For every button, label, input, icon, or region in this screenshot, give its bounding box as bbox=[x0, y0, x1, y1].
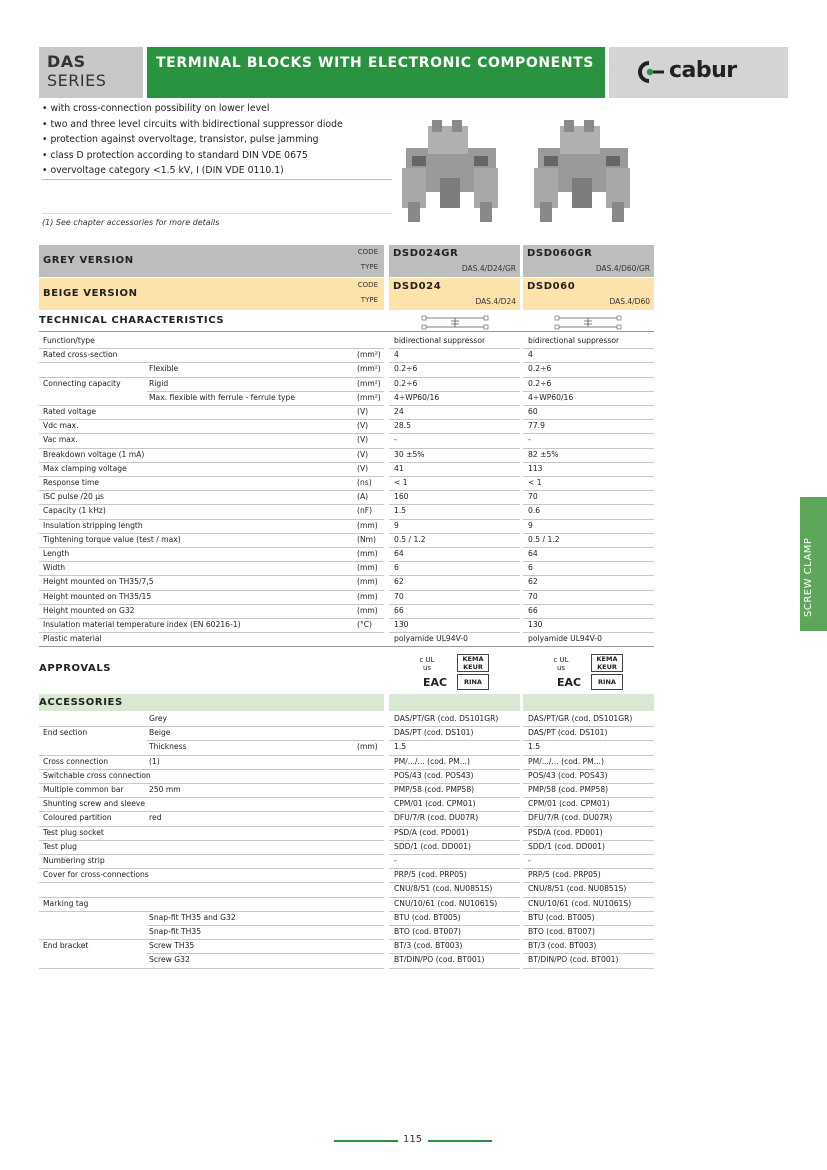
row-value-dsd024: DFU/7/R (cod. DU07R) bbox=[394, 813, 479, 823]
row-value-dsd060: CNU/10/61 (cod. NU1061S) bbox=[528, 898, 632, 908]
row-value-dsd060: 70 bbox=[528, 591, 538, 601]
feature-item: • two and three level circuits with bidirectional suppressor diode bbox=[42, 118, 343, 130]
row-value-dsd060: PSD/A (cod. PD001) bbox=[528, 827, 603, 837]
row-label: Length bbox=[43, 549, 70, 558]
row-unit: (V) bbox=[357, 407, 369, 416]
row-label: Numbering strip bbox=[43, 856, 105, 865]
spec-row bbox=[39, 561, 654, 575]
spec-row bbox=[39, 334, 654, 348]
ul-mark-icon: c UL us bbox=[419, 656, 435, 672]
row-label: Response time bbox=[43, 478, 100, 487]
row-value-dsd024: 130 bbox=[394, 620, 409, 629]
row-label: Function/type bbox=[43, 336, 95, 345]
divider bbox=[39, 968, 384, 969]
row-value-dsd060: CPM/01 (cod. CPM01) bbox=[528, 799, 610, 809]
accessory-row bbox=[39, 925, 654, 939]
spec-row bbox=[39, 547, 654, 561]
spec-row bbox=[39, 362, 654, 376]
row-value-dsd024: bidirectional suppressor bbox=[394, 336, 486, 345]
row-value-dsd024: 4 bbox=[394, 350, 399, 360]
footer-line bbox=[428, 1140, 492, 1142]
row-label: Breakdown voltage (1 mA) bbox=[43, 449, 145, 459]
row-value-dsd024: 0.2÷6 bbox=[394, 364, 418, 374]
row-unit: (ns) bbox=[357, 478, 372, 487]
spec-row bbox=[39, 519, 654, 533]
row-value-dsd024: CPM/01 (cod. CPM01) bbox=[394, 799, 476, 809]
row-value-dsd060: 0.6 bbox=[528, 506, 541, 516]
row-value-dsd024: 1.5 bbox=[394, 506, 407, 516]
row-value-dsd024: CNU/10/61 (cod. NU1061S) bbox=[394, 898, 498, 908]
row-label: Vdc max. bbox=[43, 421, 79, 431]
product-image-dsd060 bbox=[532, 118, 632, 226]
row-label: End bracket bbox=[43, 941, 89, 951]
row-sublabel: Max. flexible with ferrule - ferrule type bbox=[149, 392, 296, 402]
series-name: DAS bbox=[47, 52, 86, 71]
row-value-dsd060: 62 bbox=[528, 577, 538, 587]
row-value-dsd060: 0.2÷6 bbox=[528, 378, 552, 388]
spec-row bbox=[39, 504, 654, 518]
accessory-row bbox=[39, 897, 654, 911]
feature-item: • class D protection according to standard DIN VDE 0675 bbox=[42, 149, 308, 161]
row-value-dsd024: 70 bbox=[394, 591, 404, 601]
divider bbox=[389, 968, 520, 969]
beige-version-band: BEIGE VERSION CODE TYPE bbox=[39, 278, 384, 310]
tech-section-title: TECHNICAL CHARACTERISTICS bbox=[39, 315, 225, 326]
spec-row bbox=[39, 618, 654, 632]
row-value-dsd024: DAS/PT (cod. DS101) bbox=[394, 728, 474, 738]
row-label: Height mounted on TH35/7,5 bbox=[43, 577, 154, 587]
row-value-dsd060: 70 bbox=[528, 492, 538, 502]
row-value-dsd060: < 1 bbox=[528, 478, 542, 487]
row-sublabel: (1) bbox=[149, 756, 160, 766]
row-unit: (V) bbox=[357, 435, 369, 445]
row-label: Tightening torque value (test / max) bbox=[43, 534, 181, 544]
row-value-dsd060: 1.5 bbox=[528, 742, 541, 752]
row-label: Marking tag bbox=[43, 898, 89, 908]
row-value-dsd060: polyamide UL94V-0 bbox=[528, 634, 602, 644]
beige-code-cell: DSD060 DAS.4/D60 bbox=[523, 278, 654, 310]
row-value-dsd060: 82 ±5% bbox=[528, 449, 559, 459]
row-sublabel: red bbox=[149, 813, 162, 823]
feature-item: • overvoltage category <1.5 kV, I (DIN VDE 0110.1) bbox=[42, 164, 392, 180]
row-unit: (mm) bbox=[357, 563, 378, 573]
row-label: End section bbox=[43, 728, 88, 738]
row-value-dsd024: SDD/1 (cod. DD001) bbox=[394, 841, 471, 851]
row-value-dsd060: DAS/PT (cod. DS101) bbox=[528, 728, 608, 738]
row-value-dsd024: PSD/A (cod. PD001) bbox=[394, 827, 469, 837]
row-label: Height mounted on TH35/15 bbox=[43, 591, 152, 601]
cabur-logo-icon bbox=[638, 61, 664, 83]
row-value-dsd060: 64 bbox=[528, 549, 538, 558]
row-label: Plastic material bbox=[43, 634, 102, 644]
row-unit: (V) bbox=[357, 421, 369, 431]
row-label: Capacity (1 kHz) bbox=[43, 506, 106, 516]
row-label: Test plug bbox=[43, 841, 77, 851]
beige-code-cell: DSD024 DAS.4/D24 bbox=[389, 278, 520, 310]
row-value-dsd060: SDD/1 (cod. DD001) bbox=[528, 841, 605, 851]
row-value-dsd024: BTU (cod. BT005) bbox=[394, 912, 461, 922]
page-title-bar bbox=[147, 47, 605, 98]
row-unit: (V) bbox=[357, 449, 369, 459]
row-value-dsd060: PM/.../... (cod. PM...) bbox=[528, 756, 604, 766]
row-value-dsd024: 9 bbox=[394, 520, 399, 530]
row-value-dsd060: bidirectional suppressor bbox=[528, 336, 620, 345]
beige-version-label: BEIGE VERSION bbox=[43, 288, 138, 299]
divider bbox=[42, 213, 392, 214]
spec-row bbox=[39, 533, 654, 547]
row-unit: (V) bbox=[357, 463, 369, 473]
accessory-row bbox=[39, 755, 654, 769]
row-value-dsd060: 6 bbox=[528, 563, 533, 573]
feature-item: • protection against overvoltage, transistor, pulse jamming bbox=[42, 134, 319, 146]
accessory-row bbox=[39, 911, 654, 925]
accessory-row bbox=[39, 797, 654, 811]
spec-row bbox=[39, 490, 654, 504]
row-value-dsd024: BTO (cod. BT007) bbox=[394, 927, 461, 936]
circuit-diagram-icon bbox=[553, 312, 623, 332]
row-sublabel: Snap-fit TH35 and G32 bbox=[149, 912, 236, 922]
row-value-dsd060: PMP/58 (cod. PMP58) bbox=[528, 785, 609, 794]
row-unit: (mm) bbox=[357, 520, 378, 530]
row-value-dsd024: POS/43 (cod. POS43) bbox=[394, 770, 474, 780]
page-title: TERMINAL BLOCKS WITH ELECTRONIC COMPONENTS bbox=[156, 55, 594, 71]
side-tab-label: SCREW CLAMP bbox=[803, 537, 814, 617]
accessory-row bbox=[39, 953, 654, 967]
row-sublabel: Rigid bbox=[149, 378, 169, 388]
footer-line bbox=[334, 1140, 398, 1142]
kema-mark-icon: KEMA KEUR bbox=[591, 654, 623, 672]
row-value-dsd024: 30 ±5% bbox=[394, 449, 425, 459]
circuit-diagram-icon bbox=[420, 312, 490, 332]
spec-row bbox=[39, 405, 654, 419]
series-box bbox=[39, 47, 143, 98]
grey-version-label: GREY VERSION bbox=[43, 255, 134, 266]
spec-row bbox=[39, 391, 654, 405]
row-value-dsd060: BT/3 (cod. BT003) bbox=[528, 941, 597, 951]
accessories-section-title: ACCESSORIES bbox=[39, 697, 123, 708]
spec-row bbox=[39, 632, 654, 646]
row-unit: (mm) bbox=[357, 742, 378, 752]
accessory-row bbox=[39, 854, 654, 868]
row-value-dsd024: 160 bbox=[394, 492, 409, 502]
rina-mark-icon: RINA bbox=[457, 674, 489, 690]
row-unit: (Nm) bbox=[357, 534, 377, 544]
row-value-dsd024: 24 bbox=[394, 407, 404, 416]
row-label: Height mounted on G32 bbox=[43, 605, 135, 615]
spec-row bbox=[39, 433, 654, 447]
row-value-dsd060: 9 bbox=[528, 520, 533, 530]
row-value-dsd024: - bbox=[394, 856, 397, 865]
row-label: Cover for cross-connections bbox=[43, 870, 149, 880]
row-value-dsd060: BT/DIN/PO (cod. BT001) bbox=[528, 955, 619, 965]
row-unit: (mm²) bbox=[357, 392, 381, 402]
row-unit: (mm) bbox=[357, 605, 378, 615]
row-unit: (mm) bbox=[357, 549, 378, 558]
rina-mark-icon: RINA bbox=[591, 674, 623, 690]
accessory-row bbox=[39, 868, 654, 882]
row-value-dsd024: PMP/58 (cod. PMP58) bbox=[394, 785, 475, 794]
spec-row bbox=[39, 590, 654, 604]
row-value-dsd024: 6 bbox=[394, 563, 399, 573]
row-value-dsd024: DAS/PT/GR (cod. DS101GR) bbox=[394, 714, 499, 723]
row-sublabel: Grey bbox=[149, 714, 168, 723]
row-unit: (mm²) bbox=[357, 364, 381, 374]
grey-code-cell: DSD060GR DAS.4/D60/GR bbox=[523, 245, 654, 277]
spec-row bbox=[39, 476, 654, 490]
grey-version-band: GREY VERSION CODE TYPE bbox=[39, 245, 384, 277]
row-value-dsd060: DAS/PT/GR (cod. DS101GR) bbox=[528, 714, 633, 723]
divider bbox=[39, 331, 654, 332]
spec-row bbox=[39, 419, 654, 433]
row-value-dsd060: 0.5 / 1.2 bbox=[528, 534, 560, 544]
row-label: Vac max. bbox=[43, 435, 78, 445]
ul-mark-icon: c UL us bbox=[553, 656, 569, 672]
accessory-row bbox=[39, 811, 654, 825]
feature-list bbox=[42, 102, 392, 180]
row-label: Shunting screw and sleeve bbox=[43, 799, 146, 809]
row-unit: (mm) bbox=[357, 577, 378, 587]
row-sublabel: Thickness bbox=[149, 742, 187, 752]
product-image-dsd024 bbox=[400, 118, 500, 226]
row-label: Rated voltage bbox=[43, 407, 97, 416]
spec-row bbox=[39, 448, 654, 462]
row-unit: (nF) bbox=[357, 506, 373, 516]
spec-row bbox=[39, 575, 654, 589]
row-value-dsd024: CNU/8/51 (cod. NU0851S) bbox=[394, 884, 493, 894]
eac-mark-icon: EAC bbox=[557, 676, 582, 689]
row-value-dsd024: BT/DIN/PO (cod. BT001) bbox=[394, 955, 485, 965]
row-label: Coloured partition bbox=[43, 813, 112, 823]
grey-code-cell: DSD024GR DAS.4/D24/GR bbox=[389, 245, 520, 277]
eac-mark-icon: EAC bbox=[423, 676, 448, 689]
row-label: Width bbox=[43, 563, 66, 573]
row-value-dsd024: - bbox=[394, 435, 397, 445]
series-label: SERIES bbox=[47, 71, 107, 90]
row-label: Multiple common bar bbox=[43, 785, 124, 794]
row-sublabel: Screw G32 bbox=[149, 955, 190, 965]
row-label: Test plug socket bbox=[43, 827, 104, 837]
row-value-dsd024: polyamide UL94V-0 bbox=[394, 634, 468, 644]
row-label: Rated cross-section bbox=[43, 350, 118, 360]
accessory-row bbox=[39, 712, 654, 726]
row-value-dsd060: DFU/7/R (cod. DU07R) bbox=[528, 813, 613, 823]
row-value-dsd060: PRP/5 (cod. PRP05) bbox=[528, 870, 601, 880]
row-unit: (mm²) bbox=[357, 350, 381, 360]
row-value-dsd060: 130 bbox=[528, 620, 543, 629]
row-label: Insulation stripping length bbox=[43, 520, 143, 530]
approvals-section-title: APPROVALS bbox=[39, 663, 112, 674]
row-unit: (A) bbox=[357, 492, 369, 502]
divider bbox=[39, 646, 654, 647]
row-value-dsd024: 0.2÷6 bbox=[394, 378, 418, 388]
row-value-dsd024: 28.5 bbox=[394, 421, 411, 431]
logo-text: cabur bbox=[669, 58, 737, 83]
page-number: 115 bbox=[403, 1134, 423, 1145]
row-sublabel: 250 mm bbox=[149, 785, 181, 794]
spec-row bbox=[39, 604, 654, 618]
kema-mark-icon: KEMA KEUR bbox=[457, 654, 489, 672]
row-value-dsd024: 64 bbox=[394, 549, 404, 558]
row-label: Insulation material temperature index (EN 60216-1) bbox=[43, 620, 241, 629]
feature-item: • with cross-connection possibility on lower level bbox=[42, 103, 270, 114]
accessory-row bbox=[39, 726, 654, 740]
row-value-dsd060: 0.2÷6 bbox=[528, 364, 552, 374]
row-value-dsd060: POS/43 (cod. POS43) bbox=[528, 770, 608, 780]
row-value-dsd024: BT/3 (cod. BT003) bbox=[394, 941, 463, 951]
divider bbox=[523, 968, 654, 969]
row-value-dsd060: 4÷WP60/16 bbox=[528, 392, 574, 402]
row-sublabel: Snap-fit TH35 bbox=[149, 927, 202, 936]
side-tab bbox=[800, 497, 827, 631]
row-label: ISC pulse /20 μs bbox=[43, 492, 104, 502]
accessory-row bbox=[39, 882, 654, 896]
row-sublabel: Screw TH35 bbox=[149, 941, 195, 951]
row-value-dsd060: BTU (cod. BT005) bbox=[528, 912, 595, 922]
row-unit: (mm) bbox=[357, 591, 378, 601]
row-value-dsd024: 4÷WP60/16 bbox=[394, 392, 440, 402]
row-value-dsd060: BTO (cod. BT007) bbox=[528, 927, 595, 936]
row-unit: (°C) bbox=[357, 620, 373, 629]
accessory-row bbox=[39, 826, 654, 840]
row-value-dsd060: - bbox=[528, 435, 531, 445]
row-unit: (mm²) bbox=[357, 378, 381, 388]
spec-row bbox=[39, 348, 654, 362]
accessory-row bbox=[39, 740, 654, 754]
row-value-dsd024: 41 bbox=[394, 463, 404, 473]
row-value-dsd060: 60 bbox=[528, 407, 538, 416]
row-value-dsd024: PRP/5 (cod. PRP05) bbox=[394, 870, 467, 880]
row-value-dsd060: 66 bbox=[528, 605, 538, 615]
row-value-dsd024: 62 bbox=[394, 577, 404, 587]
accessory-row bbox=[39, 769, 654, 783]
row-label: Max clamping voltage bbox=[43, 463, 127, 473]
spec-row bbox=[39, 462, 654, 476]
row-value-dsd024: < 1 bbox=[394, 478, 408, 487]
accessory-row bbox=[39, 783, 654, 797]
row-sublabel: Flexible bbox=[149, 364, 179, 374]
brand-logo bbox=[609, 47, 788, 98]
row-value-dsd060: 4 bbox=[528, 350, 533, 360]
footnote: (1) See chapter accessories for more details bbox=[42, 218, 220, 227]
accessory-row bbox=[39, 939, 654, 953]
spec-row bbox=[39, 377, 654, 391]
accessory-row bbox=[39, 840, 654, 854]
row-value-dsd060: - bbox=[528, 856, 531, 865]
row-sublabel: Beige bbox=[149, 728, 171, 738]
row-value-dsd024: 1.5 bbox=[394, 742, 407, 752]
row-label: Switchable cross connection bbox=[43, 770, 151, 780]
row-value-dsd024: 0.5 / 1.2 bbox=[394, 534, 426, 544]
row-label: Connecting capacity bbox=[43, 378, 121, 388]
row-value-dsd060: 113 bbox=[528, 463, 543, 473]
row-value-dsd024: PM/.../... (cod. PM...) bbox=[394, 756, 470, 766]
row-value-dsd024: 66 bbox=[394, 605, 404, 615]
row-value-dsd060: CNU/8/51 (cod. NU0851S) bbox=[528, 884, 627, 894]
row-label: Cross connection bbox=[43, 756, 109, 766]
row-value-dsd060: 77.9 bbox=[528, 421, 545, 431]
